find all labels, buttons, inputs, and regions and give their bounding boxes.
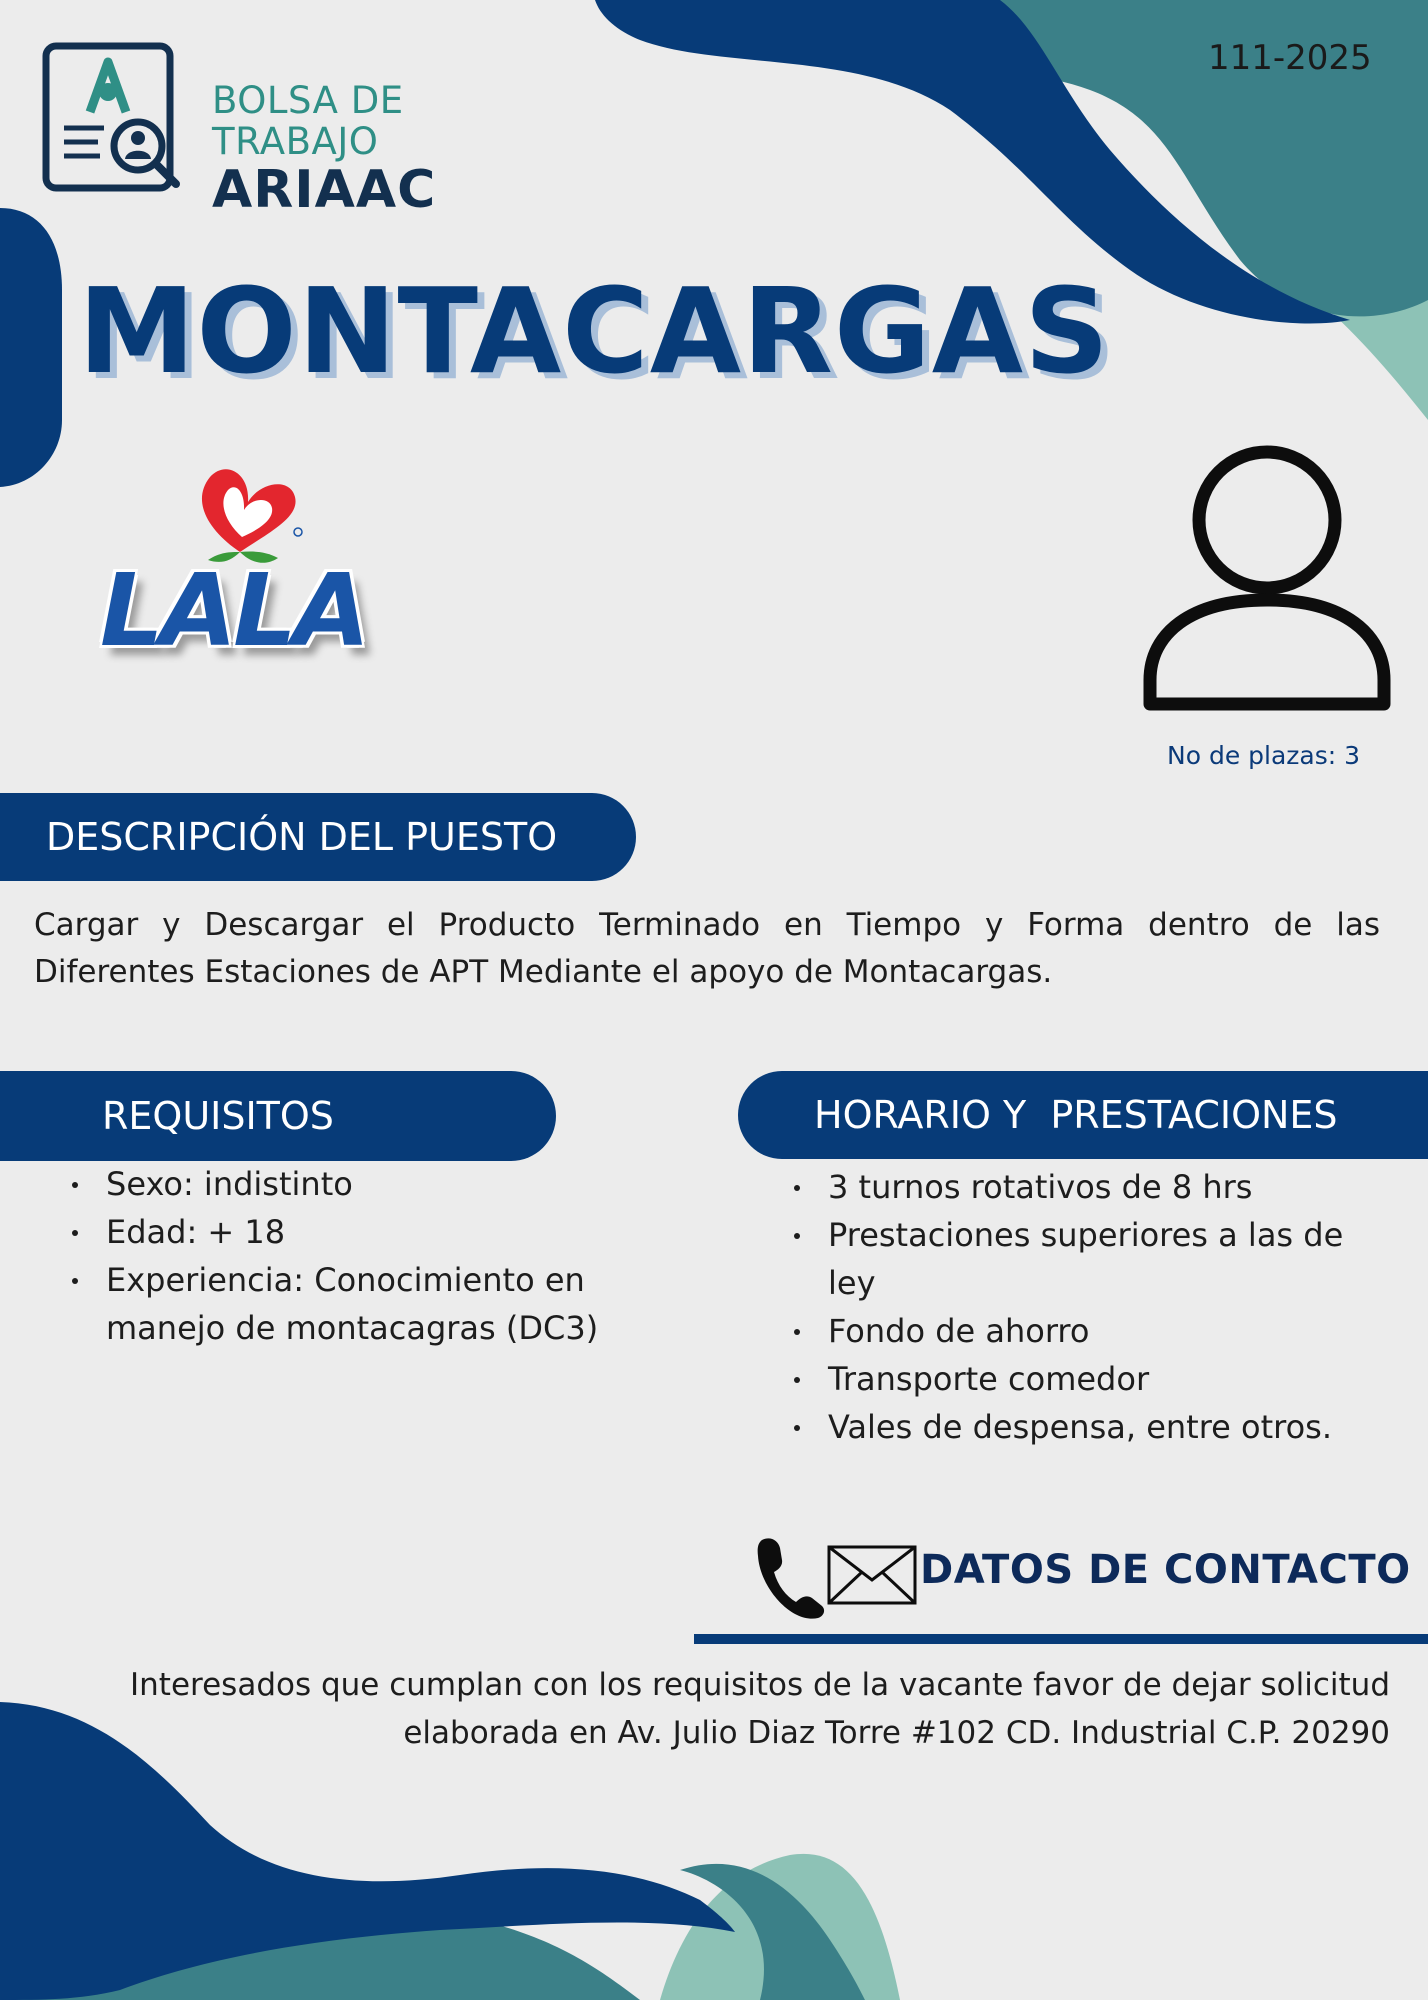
list-item: 3 turnos rotativos de 8 hrs — [794, 1163, 1394, 1211]
company-logo — [92, 452, 422, 692]
contact-text: Interesados que cumplan con los requisitos de la vacante favor de dejar solicitud elaborada en Av. Julio Diaz Torre #102 CD. Industrial C.P. 20290 — [130, 1667, 1390, 1751]
org-logo-line3: ARIAAC — [212, 160, 437, 220]
list-item: Experiencia: Conocimiento en manejo de montacagras (DC3) — [72, 1256, 672, 1352]
company-logo-wordmark: LALA — [100, 552, 367, 669]
org-logo-line2: TRABAJO — [212, 120, 379, 163]
requirements-heading — [0, 1071, 556, 1161]
org-logo-line1: BOLSA DE — [212, 79, 404, 122]
list-item: Transporte comedor — [794, 1355, 1394, 1403]
contact-divider — [694, 1634, 1428, 1644]
list-item: Vales de despensa, entre otros. — [794, 1403, 1394, 1451]
schedule-list — [794, 1163, 1394, 1451]
list-item: Fondo de ahorro — [794, 1307, 1394, 1355]
org-logo — [42, 40, 437, 220]
list-item: Sexo: indistinto — [72, 1160, 672, 1208]
document-person-search-icon — [42, 40, 212, 200]
envelope-icon — [826, 1544, 918, 1606]
description-heading-label: DESCRIPCIÓN DEL PUESTO — [46, 815, 558, 859]
schedule-heading-label: HORARIO Y PRESTACIONES — [814, 1093, 1338, 1137]
list-item: Prestaciones superiores a las de ley — [794, 1211, 1394, 1307]
org-logo-text — [212, 79, 437, 220]
requirements-heading-label: REQUISITOS — [102, 1094, 334, 1138]
requirements-list — [72, 1160, 672, 1352]
person-outline-icon — [1140, 444, 1394, 716]
left-navy-tab — [0, 208, 62, 487]
description-text: Cargar y Descargar el Producto Terminado en Tiempo y Forma dentro de las Diferentes Estaciones de APT Mediante el apoyo de Montacargas. — [34, 907, 1380, 990]
list-item: Edad: + 18 — [72, 1208, 672, 1256]
contact-heading: DATOS DE CONTACTO — [920, 1547, 1411, 1593]
job-title: MONTACARGAS — [78, 262, 1111, 400]
folio-number: 111-2025 — [1208, 38, 1372, 78]
plazas-count: No de plazas: 3 — [1167, 741, 1361, 770]
phone-icon — [752, 1534, 828, 1620]
schedule-heading — [738, 1071, 1428, 1159]
description-heading — [0, 793, 636, 881]
